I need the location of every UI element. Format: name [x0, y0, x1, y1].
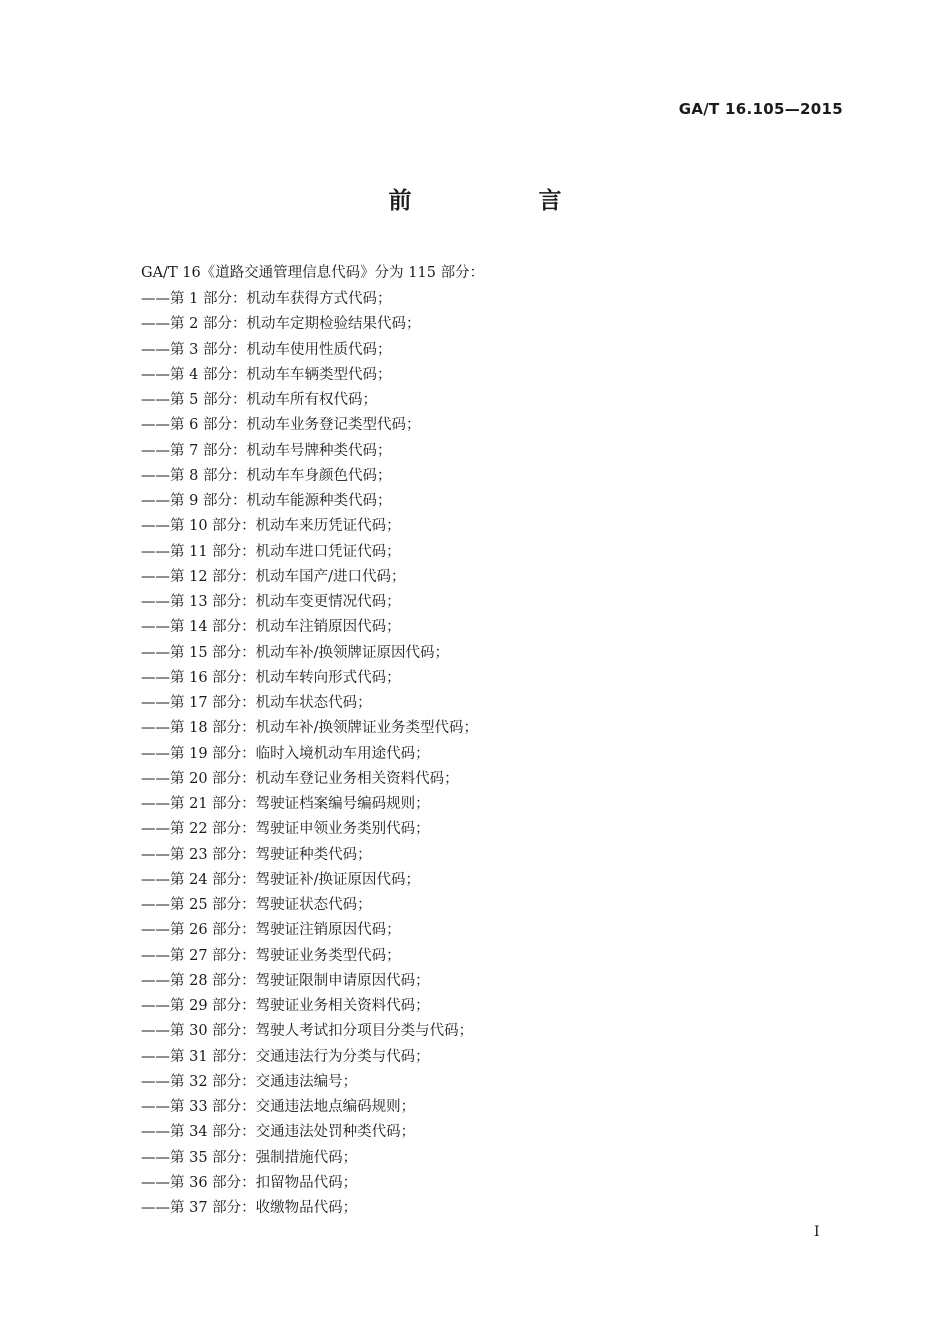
list-item: ——第 18 部分：机动车补/换领牌证业务类型代码； — [141, 720, 479, 737]
list-item: ——第 25 部分：驾驶证状态代码； — [141, 897, 372, 913]
list-item: ——第 32 部分：交通违法编号； — [141, 1073, 358, 1090]
list-item: ——第 22 部分：驾驶证申领业务类别代码； — [141, 821, 430, 838]
list-item: ——第 28 部分：驾驶证限制申请原因代码； — [141, 972, 430, 989]
list-item: ——第 24 部分：驾驶证补/换证原因代码； — [141, 871, 421, 888]
intro-paragraph: GA/T 16《道路交通管理信息代码》分为 115 部分： — [141, 265, 485, 281]
list-item: ——第 10 部分：机动车来历凭证代码； — [141, 518, 401, 535]
list-item: ——第 5 部分：机动车所有权代码； — [141, 392, 377, 408]
list-item: ——第 16 部分：机动车转向形式代码； — [141, 669, 401, 686]
page-number: I — [814, 1224, 820, 1240]
list-item: ——第 26 部分：驾驶证注销原因代码； — [141, 922, 401, 939]
parts-list — [141, 289, 478, 1223]
list-item: ——第 2 部分：机动车定期检验结果代码； — [141, 316, 421, 333]
list-item: ——第 13 部分：机动车变更情况代码； — [141, 594, 401, 610]
list-item: ——第 17 部分：机动车状态代码； — [141, 695, 372, 711]
list-item: ——第 19 部分：临时入境机动车用途代码； — [141, 745, 430, 762]
list-item: ——第 11 部分：机动车进口凭证代码； — [141, 543, 401, 560]
list-item: ——第 7 部分：机动车号牌种类代码； — [141, 442, 392, 459]
list-item: ——第 3 部分：机动车使用性质代码； — [141, 341, 392, 358]
list-item: ——第 12 部分：机动车国产/进口代码； — [141, 568, 406, 585]
standard-code: GA/T 16.105—2015 — [678, 100, 843, 118]
list-item: ——第 37 部分：收缴物品代码； — [141, 1200, 358, 1216]
list-item: ——第 4 部分：机动车车辆类型代码； — [141, 366, 392, 383]
list-item: ——第 1 部分：机动车获得方式代码； — [141, 291, 392, 307]
list-item: ——第 34 部分：交通违法处罚种类代码； — [141, 1124, 416, 1141]
list-item: ——第 29 部分：驾驶证业务相关资料代码； — [141, 998, 430, 1014]
list-item: ——第 9 部分：机动车能源种类代码； — [141, 493, 392, 509]
list-item: ——第 6 部分：机动车业务登记类型代码； — [141, 417, 421, 434]
list-item: ——第 23 部分：驾驶证种类代码； — [141, 846, 372, 863]
list-item: ——第 36 部分：扣留物品代码； — [141, 1174, 358, 1191]
list-item: ——第 33 部分：交通违法地点编码规则； — [141, 1099, 416, 1115]
list-item: ——第 31 部分：交通违法行为分类与代码； — [141, 1048, 430, 1065]
list-item: ——第 20 部分：机动车登记业务相关资料代码； — [141, 770, 459, 787]
list-item: ——第 21 部分：驾驶证档案编号编码规则； — [141, 796, 430, 812]
list-item: ——第 15 部分：机动车补/换领牌证原因代码； — [141, 644, 450, 661]
list-item: ——第 35 部分：强制措施代码； — [141, 1149, 358, 1166]
list-item: ——第 30 部分：驾驶人考试扣分项目分类与代码； — [141, 1023, 474, 1040]
list-item: ——第 8 部分：机动车车身颜色代码； — [141, 467, 392, 484]
list-item: ——第 14 部分：机动车注销原因代码； — [141, 619, 401, 636]
list-item: ——第 27 部分：驾驶证业务类型代码； — [141, 947, 401, 964]
page-title: 前 言 — [388, 188, 614, 214]
